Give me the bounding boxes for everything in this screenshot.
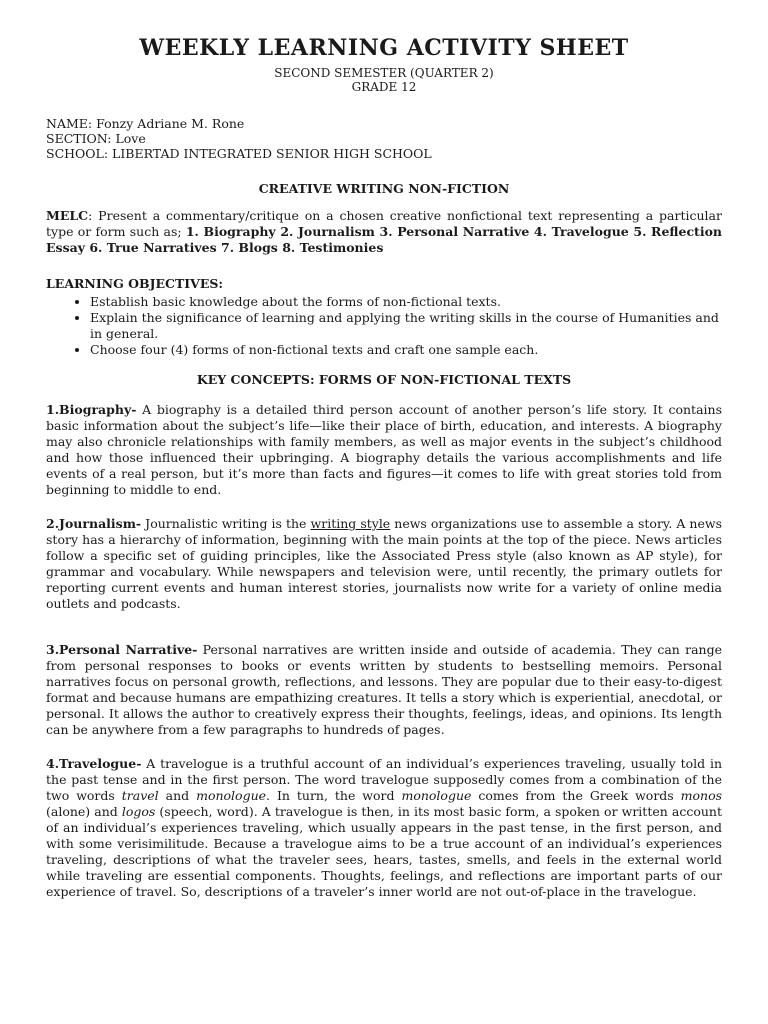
name-row [46, 116, 722, 131]
concept-biography [46, 402, 722, 498]
semester-line: SECOND SEMESTER (QUARTER 2) [274, 66, 494, 80]
concept-text: (alone) and [46, 804, 122, 819]
concept-text: comes from the Greek words [471, 788, 681, 803]
school-row [46, 146, 722, 161]
objectives-list [46, 294, 722, 358]
list-item: • Explain the significance of learning and applying the writing skills in the course of Humanities and in general. [90, 310, 722, 342]
melc-forms: 1. Biography 2. Journalism 3. Personal Narrative 4. Travelogue 5. Reflection Essay 6. True Narratives 7. Blogs 8. Testimonies [46, 224, 723, 255]
key-concepts-title: KEY CONCEPTS: FORMS OF NON-FICTIONAL TEXTS [196, 372, 572, 387]
section-row [46, 131, 722, 146]
school-label: SCHOOL: [46, 146, 109, 161]
term-monos: monos [680, 788, 723, 803]
melc-text: : Present a commentary/critique on a chosen creative nonfictional text representing a particular type or form such as; [46, 208, 722, 239]
name-value: Fonzy Adriane M. Rone [96, 116, 245, 131]
name-label: NAME: [46, 116, 93, 131]
section-value: Love [115, 131, 146, 146]
concept-text: . In turn, the word [266, 788, 402, 803]
term-travel: travel [121, 788, 159, 803]
subject-title: CREATIVE WRITING NON-FICTION [258, 181, 510, 196]
concept-heading: 1.Biography- [46, 402, 137, 417]
concept-heading: 4.Travelogue- [46, 756, 142, 771]
concept-text: (speech, word). A travelogue is then, in its most basic form, a spoken or written account of an individual’s experiences traveling, which usually appears in the past tense, in the first person, and with some verisimilitude. Because a travelogue aims to be a true account of an individual’s experiences traveling, descriptions of what the traveler sees, hears, tastes, smells, and feels in the external world while traveling are essential components. Thoughts, feelings, and reflections are important parts of our experience of travel. So, descriptions of a traveler’s inner world are not out-of-place in the travelogue. [46, 804, 722, 899]
grade-line: GRADE 12 [351, 80, 417, 94]
concept-text: and [158, 788, 197, 803]
melc-label: MELC [46, 208, 89, 223]
concept-text: Journalistic writing is the [141, 516, 311, 531]
concept-travelogue [46, 756, 722, 900]
page-title: WEEKLY LEARNING ACTIVITY SHEET [139, 35, 629, 61]
concept-text: Personal narratives are written inside and outside of academia. They can range from personal responses to books or events written by students to bestselling memoirs. Personal narratives focus on personal growth, reflections, and lessons. They are popular due to their easy-to-digest format and because humans are empathizing creatures. It tells a story which is experiential, anecdotal, or personal. It allows the author to creatively express their thoughts, feelings, ideas, and opinions. Its length can be anywhere from a few paragraphs to hundreds of pages. [46, 642, 722, 737]
concept-journalism [46, 516, 722, 612]
term-monologue: monologue [401, 788, 472, 803]
concept-heading: 3.Personal Narrative- [46, 642, 198, 657]
student-info [46, 116, 722, 161]
school-value: LIBERTAD INTEGRATED SENIOR HIGH SCHOOL [112, 146, 432, 161]
concept-text: news organizations use to assemble a story. A news story has a hierarchy of information, beginning with the main points at the top of the piece. News articles follow a specific set of guiding principles, like the Associated Press style (also known as AP style), for grammar and vocabulary. While newspapers and television were, until recently, the primary outlets for reporting current events and human interest stories, journalists now write for a variety of online media outlets and podcasts. [46, 516, 722, 611]
term-monologue: monologue [196, 788, 267, 803]
concept-heading: 2.Journalism- [46, 516, 142, 531]
concept-text: A travelogue is a truthful account of an individual’s experiences traveling, usually told in the past tense and in the first person. The word travelogue supposedly comes from a combination of the two words [46, 756, 722, 803]
writing-style-link[interactable]: writing style [310, 516, 391, 531]
list-item: • Establish basic knowledge about the forms of non-fictional texts. [90, 294, 722, 310]
concept-text: A biography is a detailed third person account of another person’s life story. It contains basic information about the subject’s life—like their place of birth, education, and interests. A biography may also chronicle relationships with family members, as well as major events in the subject’s childhood and how those influenced their upbringing. A biography details the various accomplishments and life events of a real person, but it’s more than facts and figures—it comes to life with great stories told from beginning to middle to end. [46, 402, 722, 497]
concept-personal-narrative [46, 642, 722, 738]
term-logos: logos [121, 804, 156, 819]
list-item: • Choose four (4) forms of non-fictional texts and craft one sample each. [90, 342, 722, 358]
objectives-title: LEARNING OBJECTIVES: [46, 276, 223, 291]
section-label: SECTION: [46, 131, 112, 146]
melc-paragraph [46, 208, 722, 256]
